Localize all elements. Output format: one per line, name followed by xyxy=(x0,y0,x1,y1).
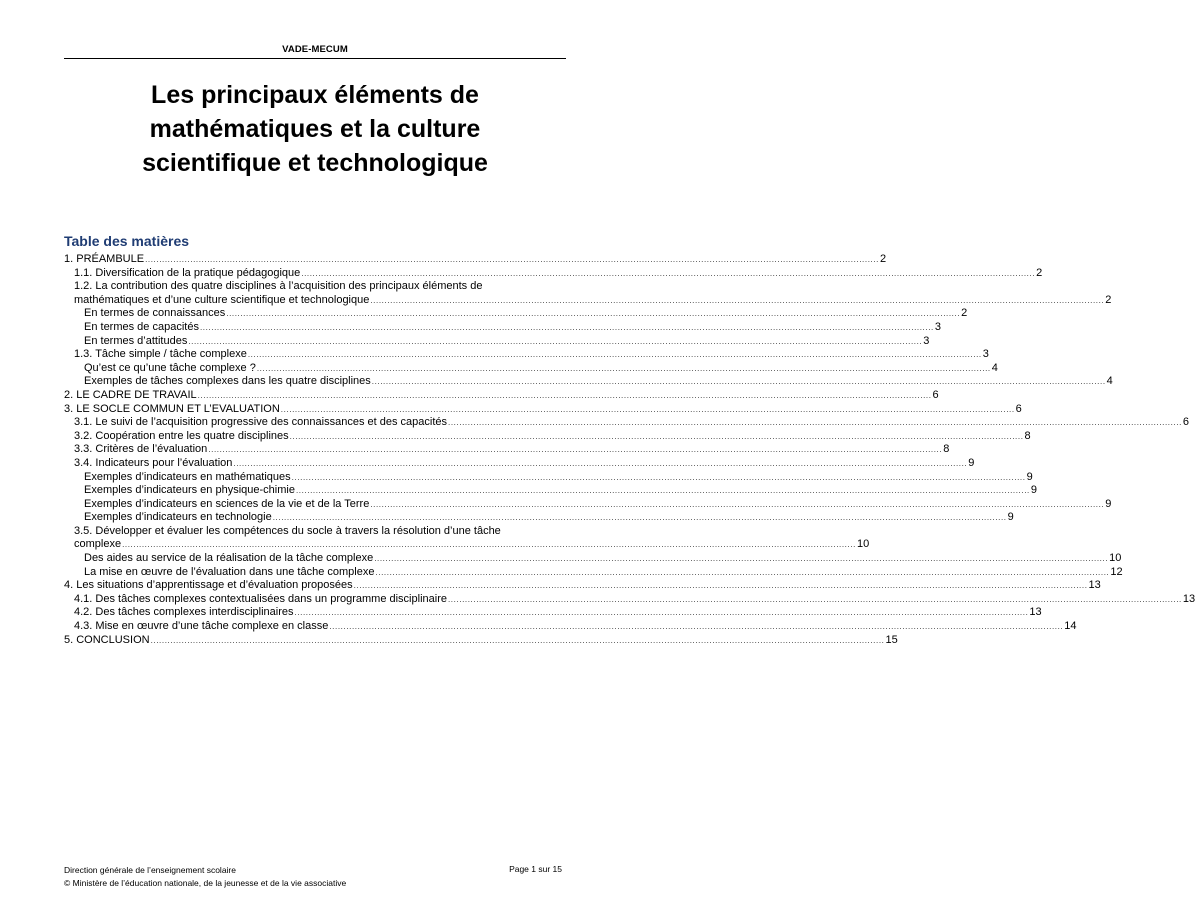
toc-entry-title: 1.3. Tâche simple / tâche complexe xyxy=(74,348,247,361)
toc-entry-title: Exemples d’indicateurs en physique-chimie xyxy=(84,484,295,497)
toc-page-number: 14 xyxy=(1064,620,1077,633)
toc-page-number: 2 xyxy=(879,253,887,265)
toc-entry[interactable] xyxy=(64,552,1122,566)
toc-dot-leader: .................................................................................................................................................................................................................................................................... xyxy=(289,431,1024,441)
toc-entry[interactable] xyxy=(64,470,1033,485)
toc-entry[interactable] xyxy=(64,456,975,471)
toc-entry[interactable] xyxy=(64,361,998,376)
toc-entry-title: Exemples d’indicateurs en technologie xyxy=(84,511,272,524)
toc-entry[interactable] xyxy=(64,348,989,362)
toc-page-number: 6 xyxy=(1182,416,1190,429)
toc-page-number: 15 xyxy=(885,633,898,646)
toc-dot-leader: .................................................................................................................................................................................................................................................................... xyxy=(329,622,1064,632)
toc-page-number: 4 xyxy=(1106,375,1113,388)
toc-entry[interactable] xyxy=(64,443,950,457)
toc-entry[interactable] xyxy=(64,416,1190,430)
toc-entry-title: 4. Les situations d’apprentissage et d’évaluation proposées xyxy=(64,579,353,592)
footer-ministry: © Ministère de l’éducation nationale, de la jeunesse et de la vie associative xyxy=(64,878,347,888)
toc-entry[interactable] xyxy=(64,620,1077,634)
toc-entry[interactable] xyxy=(64,592,1195,607)
toc-page-number: 2 xyxy=(961,307,968,320)
toc-page-number: 9 xyxy=(1007,511,1014,524)
toc-entry-title: 5. CONCLUSION xyxy=(64,633,150,646)
table-of-contents xyxy=(64,253,1195,647)
toc-dot-leader: .................................................................................................................................................................................................................................................................... xyxy=(295,486,1030,496)
toc-dot-leader: .................................................................................................................................................................................................................................................................... xyxy=(375,567,1110,577)
toc-entry-title: 3. LE SOCLE COMMUN ET L’EVALUATION xyxy=(64,402,280,415)
toc-entry-title: 3.2. Coopération entre les quatre disciplines xyxy=(74,429,289,442)
toc-entry-title: complexe xyxy=(74,538,122,551)
page-number: Page 1 sur 15 xyxy=(509,864,562,874)
toc-entry[interactable] xyxy=(64,538,870,552)
toc-entry-title: En termes de connaissances xyxy=(84,307,226,320)
toc-entry[interactable] xyxy=(64,307,968,321)
document-title xyxy=(64,78,566,180)
toc-page-number: 9 xyxy=(1030,484,1037,497)
toc-page-number: 9 xyxy=(1026,470,1033,483)
toc-page-number: 3 xyxy=(982,348,989,361)
toc-entry[interactable] xyxy=(64,579,1101,593)
toc-dot-leader: .................................................................................................................................................................................................................................................................... xyxy=(371,377,1106,387)
toc-entry[interactable] xyxy=(64,388,939,403)
toc-entry[interactable] xyxy=(64,320,941,335)
toc-page-number: 2 xyxy=(1036,266,1043,279)
toc-page-number: 13 xyxy=(1088,579,1101,592)
title-line-2: mathématiques et la culture xyxy=(149,115,481,143)
toc-dot-leader: .................................................................................................................................................................................................................................................................... xyxy=(256,363,991,373)
toc-entry-title: Exemples d’indicateurs en sciences de la vie et de la Terre xyxy=(84,497,370,510)
toc-dot-leader: .................................................................................................................................................................................................................................................................... xyxy=(294,608,1029,618)
toc-entry-title: En termes d’attitudes xyxy=(84,334,188,347)
running-header: VADE-MECUM xyxy=(282,44,348,55)
toc-page-number: 12 xyxy=(1110,565,1123,578)
toc-dot-leader: .................................................................................................................................................................................................................................................................... xyxy=(448,418,1182,428)
toc-entry[interactable] xyxy=(64,293,1112,308)
toc-dot-leader: .................................................................................................................................................................................................................................................................... xyxy=(233,458,968,468)
toc-entry[interactable] xyxy=(64,565,1123,580)
toc-page-number: 8 xyxy=(943,443,950,456)
toc-entry-title-line: 3.5. Développer et évaluer les compétences du socle à travers la résolution d’une tâche xyxy=(74,524,501,537)
toc-entry[interactable] xyxy=(64,511,1014,525)
toc-entry[interactable] xyxy=(64,633,898,648)
title-line-1: Les principaux éléments de xyxy=(151,81,479,109)
toc-heading: Table des matières xyxy=(64,233,190,249)
title-line-3: scientifique et technologique xyxy=(142,149,488,177)
toc-entry[interactable] xyxy=(64,429,1031,444)
toc-dot-leader: .................................................................................................................................................................................................................................................................... xyxy=(150,635,885,645)
toc-dot-leader: .................................................................................................................................................................................................................................................................... xyxy=(122,540,856,550)
toc-entry-title: Exemples de tâches complexes dans les quatre disciplines xyxy=(84,375,371,388)
toc-page-number: 10 xyxy=(856,538,870,551)
toc-dot-leader: .................................................................................................................................................................................................................................................................... xyxy=(374,554,1109,564)
toc-dot-leader: .................................................................................................................................................................................................................................................................... xyxy=(188,336,923,346)
toc-entry-title: 4.2. Des tâches complexes interdisciplinaires xyxy=(74,606,294,619)
toc-entry-title: 3.3. Critères de l’évaluation xyxy=(74,443,208,456)
toc-entry-title: En termes de capacités xyxy=(84,320,199,333)
toc-entry[interactable] xyxy=(64,402,1022,417)
toc-page-number: 6 xyxy=(932,388,939,401)
toc-entry[interactable] xyxy=(64,334,930,349)
toc-dot-leader: .................................................................................................................................................................................................................................................................... xyxy=(291,472,1026,482)
footer-direction: Direction générale de l’enseignement scolaire xyxy=(64,865,236,875)
toc-entry-title: 3.1. Le suivi de l’acquisition progressive des connaissances et des capacités xyxy=(74,416,447,429)
toc-page-number: 3 xyxy=(934,320,941,333)
toc-page-number: 3 xyxy=(923,334,930,347)
toc-entry[interactable] xyxy=(64,375,1113,389)
toc-dot-leader: .................................................................................................................................................................................................................................................................... xyxy=(447,594,1182,604)
toc-dot-leader: .................................................................................................................................................................................................................................................................... xyxy=(280,404,1015,414)
toc-entry-title: Qu’est ce qu’une tâche complexe ? xyxy=(84,361,256,374)
toc-dot-leader: .................................................................................................................................................................................................................................................................... xyxy=(197,390,932,400)
toc-dot-leader: .................................................................................................................................................................................................................................................................... xyxy=(301,268,1036,278)
toc-entry[interactable] xyxy=(64,606,1042,620)
toc-entry[interactable] xyxy=(64,497,1112,512)
toc-entry-title: Des aides au service de la réalisation de la tâche complexe xyxy=(84,552,374,565)
toc-page-number: 10 xyxy=(1109,552,1122,565)
toc-page-number: 8 xyxy=(1024,429,1031,442)
toc-entry-title: 4.3. Mise en œuvre d’une tâche complexe en classe xyxy=(74,620,329,633)
header-rule xyxy=(64,58,566,59)
footer-credits xyxy=(64,864,346,890)
toc-dot-leader: .................................................................................................................................................................................................................................................................... xyxy=(145,255,879,264)
toc-entry-title: 1.1. Diversification de la pratique pédagogique xyxy=(74,266,301,279)
toc-dot-leader: .................................................................................................................................................................................................................................................................... xyxy=(353,581,1088,591)
toc-page-number: 9 xyxy=(968,456,975,469)
toc-dot-leader: .................................................................................................................................................................................................................................................................... xyxy=(199,322,934,332)
toc-dot-leader: .................................................................................................................................................................................................................................................................... xyxy=(247,350,982,360)
toc-entry-title: 2. LE CADRE DE TRAVAIL xyxy=(64,388,197,401)
toc-dot-leader: .................................................................................................................................................................................................................................................................... xyxy=(370,499,1105,509)
toc-entry-title: La mise en œuvre de l’évaluation dans une tâche complexe xyxy=(84,565,375,578)
toc-entry-title-line: 1.2. La contribution des quatre disciplines à l’acquisition des principaux éléments de xyxy=(74,280,483,293)
toc-page-number: 13 xyxy=(1182,592,1195,605)
toc-dot-leader: .................................................................................................................................................................................................................................................................... xyxy=(272,513,1007,523)
toc-dot-leader: .................................................................................................................................................................................................................................................................... xyxy=(226,309,961,319)
toc-entry[interactable] xyxy=(64,266,1043,281)
toc-page-number: 2 xyxy=(1105,293,1112,306)
toc-page-number: 9 xyxy=(1105,497,1112,510)
toc-entry-title: 3.4. Indicateurs pour l’évaluation xyxy=(74,456,233,469)
toc-entry-title: mathématiques et d’une culture scientifique et technologique xyxy=(74,293,370,306)
toc-page-number: 13 xyxy=(1029,606,1042,619)
toc-entry-title: 4.1. Des tâches complexes contextualisées dans un programme disciplinaire xyxy=(74,592,447,605)
toc-dot-leader: .................................................................................................................................................................................................................................................................... xyxy=(208,445,943,455)
toc-page-number: 6 xyxy=(1015,402,1022,415)
toc-page-number: 4 xyxy=(991,361,998,374)
toc-entry[interactable] xyxy=(64,484,1037,498)
toc-entry[interactable] xyxy=(64,253,887,267)
toc-dot-leader: .................................................................................................................................................................................................................................................................... xyxy=(370,295,1105,305)
toc-entry-title: 1. PRÉAMBULE xyxy=(64,253,145,265)
toc-entry-title: Exemples d’indicateurs en mathématiques xyxy=(84,470,291,483)
